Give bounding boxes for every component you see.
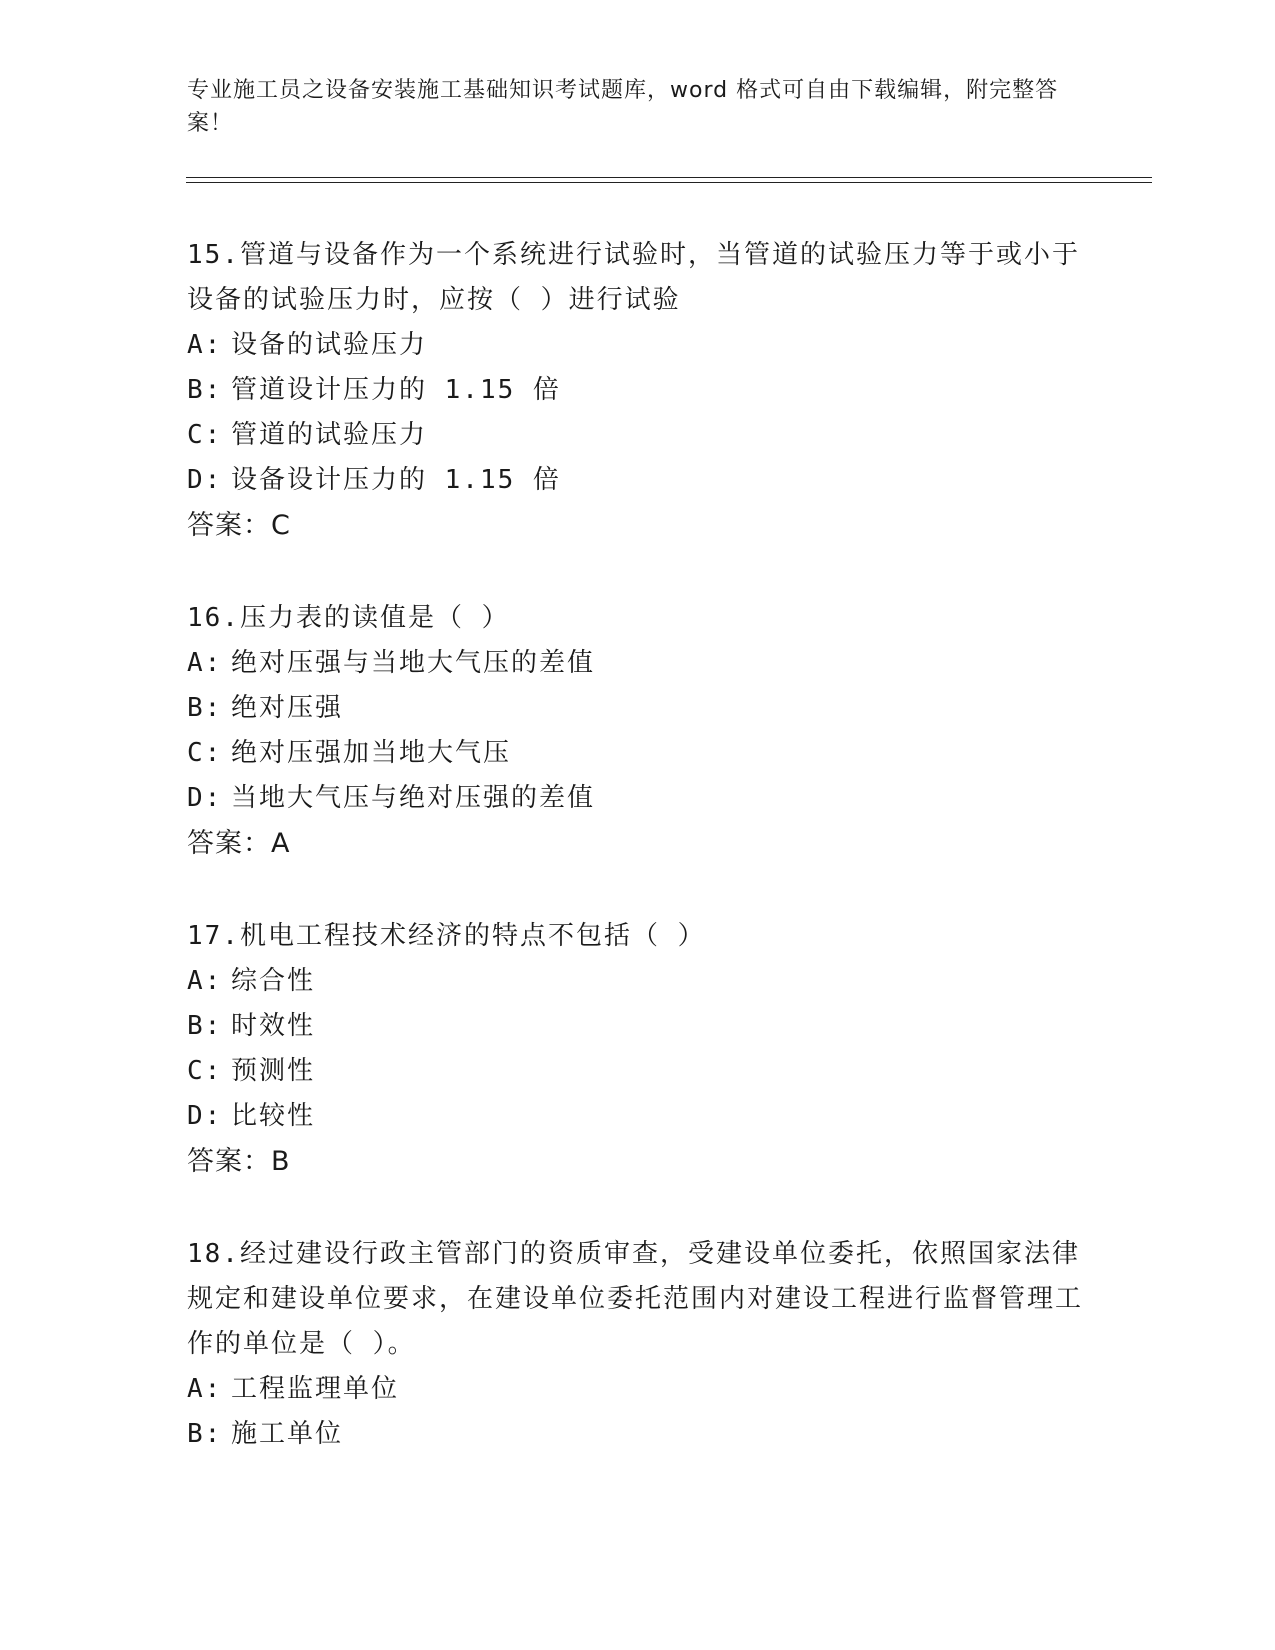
option-d: [187, 776, 1087, 821]
option-key: C:: [187, 1056, 223, 1086]
option-b: [187, 1004, 1087, 1049]
question-18: [187, 1232, 1087, 1457]
option-text: 管道设计压力的 1.15 倍: [231, 375, 561, 405]
option-key: D:: [187, 783, 223, 813]
option-key: A:: [187, 1374, 223, 1404]
option-key: A:: [187, 648, 223, 678]
option-key: D:: [187, 1101, 223, 1131]
question-16: [187, 596, 1087, 866]
answer-line: 答案：B: [187, 1146, 291, 1177]
option-text: 管道的试验压力: [231, 420, 428, 450]
option-text: 设备的试验压力: [231, 330, 428, 360]
question-17: [187, 914, 1087, 1184]
question-text: 15.管道与设备作为一个系统进行试验时，当管道的试验压力等于或小于设备的试验压力时，应按（ ）进行试验: [187, 240, 1080, 315]
question-15: [187, 233, 1087, 548]
option-key: B:: [187, 375, 223, 405]
option-key: C:: [187, 738, 223, 768]
option-a: [187, 1367, 1087, 1412]
option-c: [187, 1049, 1087, 1094]
option-text: 综合性: [231, 966, 316, 996]
option-a: [187, 959, 1087, 1004]
question-text: 17.机电工程技术经济的特点不包括（ ）: [187, 921, 706, 951]
option-c: [187, 731, 1087, 776]
option-key: D:: [187, 465, 223, 495]
option-text: 施工单位: [231, 1419, 344, 1449]
option-text: 时效性: [231, 1011, 316, 1041]
option-d: [187, 1094, 1087, 1139]
header-divider-top: [186, 177, 1152, 178]
option-text: 当地大气压与绝对压强的差值: [231, 783, 596, 813]
option-key: C:: [187, 420, 223, 450]
option-key: B:: [187, 1011, 223, 1041]
option-text: 绝对压强与当地大气压的差值: [231, 648, 596, 678]
option-a: [187, 641, 1087, 686]
option-b: [187, 1412, 1087, 1457]
question-list: [187, 233, 1087, 1505]
option-d: [187, 458, 1087, 503]
option-text: 比较性: [231, 1101, 316, 1131]
answer-line: 答案：A: [187, 828, 291, 859]
option-key: B:: [187, 1419, 223, 1449]
option-text: 设备设计压力的 1.15 倍: [231, 465, 561, 495]
option-text: 预测性: [231, 1056, 316, 1086]
question-text: 16.压力表的读值是（ ）: [187, 603, 510, 633]
question-text: 18.经过建设行政主管部门的资质审查，受建设单位委托，依照国家法律规定和建设单位要求，在建设单位委托范围内对建设工程进行监督管理工作的单位是（ ）。: [187, 1239, 1084, 1359]
option-b: [187, 686, 1087, 731]
header-divider-bottom: [186, 182, 1152, 183]
option-b: [187, 368, 1087, 413]
answer-line: 答案：C: [187, 510, 291, 541]
option-key: B:: [187, 693, 223, 723]
option-text: 工程监理单位: [231, 1374, 400, 1404]
option-key: A:: [187, 330, 223, 360]
option-text: 绝对压强加当地大气压: [231, 738, 512, 768]
option-a: [187, 323, 1087, 368]
option-text: 绝对压强: [231, 693, 344, 723]
option-c: [187, 413, 1087, 458]
option-key: A:: [187, 966, 223, 996]
document-header: 专业施工员之设备安装施工基础知识考试题库，word 格式可自由下载编辑，附完整答案！: [187, 78, 1059, 136]
